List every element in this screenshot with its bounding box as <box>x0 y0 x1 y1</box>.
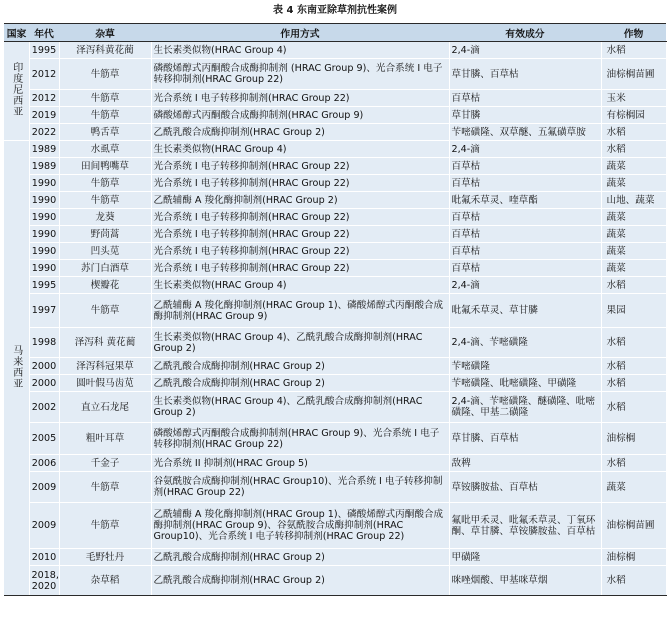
year-cell: 2012 <box>29 59 59 90</box>
weed-cell: 楔瓣花 <box>59 277 151 294</box>
weed-cell: 野茼蒿 <box>59 226 151 243</box>
header-row <box>4 24 666 42</box>
year-cell: 2009 <box>29 472 59 503</box>
crop-cell: 水稻 <box>601 455 666 472</box>
crop-cell: 水稻 <box>601 375 666 392</box>
mode-of-action-cell: 磷酸烯醇式丙酮酸合成酶抑制剂(HRAC Group 9) <box>151 107 449 124</box>
active-ingredient-cell: 苄嘧磺隆、吡嘧磺隆、甲磺隆 <box>449 375 601 392</box>
mode-of-action-cell: 乙酰辅酶 A 羧化酶抑制剂(HRAC Group 2) <box>151 192 449 209</box>
mode-of-action-cell: 生长素类似物(HRAC Group 4) <box>151 141 449 158</box>
active-ingredient-cell: 百草枯 <box>449 158 601 175</box>
crop-cell: 蔬菜 <box>601 226 666 243</box>
year-cell: 2018, 2020 <box>29 566 59 596</box>
mode-of-action-cell: 光合系统 I 电子转移抑制剂(HRAC Group 22) <box>151 90 449 107</box>
crop-cell: 有棕榈园 <box>601 107 666 124</box>
table-row <box>4 455 666 472</box>
table-row <box>4 192 666 209</box>
active-ingredient-cell: 2,4-滴 <box>449 277 601 294</box>
active-ingredient-cell: 2,4-滴 <box>449 42 601 59</box>
table-body <box>4 42 666 596</box>
header-weed: 杂草 <box>59 24 151 42</box>
crop-cell: 水稻 <box>601 141 666 158</box>
year-cell: 1990 <box>29 209 59 226</box>
mode-of-action-cell: 磷酸烯醇式丙酮酸合成酶抑制剂 (HRAC Group 9)、光合系统 I 电子转移抑制剂(HRAC Group 22) <box>151 59 449 90</box>
weed-cell: 牛筋草 <box>59 294 151 328</box>
year-cell: 2005 <box>29 423 59 455</box>
active-ingredient-cell: 苄嘧磺隆、双草醚、五氟磺草胺 <box>449 124 601 141</box>
active-ingredient-cell: 咪唑烟酸、甲基咪草烟 <box>449 566 601 596</box>
table-row <box>4 141 666 158</box>
table-row <box>4 277 666 294</box>
crop-cell: 水稻 <box>601 328 666 358</box>
table-row <box>4 392 666 423</box>
crop-cell: 蔬菜 <box>601 260 666 277</box>
crop-cell: 水稻 <box>601 277 666 294</box>
weed-cell: 龙葵 <box>59 209 151 226</box>
year-cell: 1990 <box>29 175 59 192</box>
weed-cell: 圆叶假马齿苋 <box>59 375 151 392</box>
year-cell: 2002 <box>29 392 59 423</box>
active-ingredient-cell: 2,4-滴、苄嘧磺隆 <box>449 328 601 358</box>
mode-of-action-cell: 生长素类似物(HRAC Group 4) <box>151 277 449 294</box>
crop-cell: 蔬菜 <box>601 175 666 192</box>
weed-cell: 凹头苋 <box>59 243 151 260</box>
mode-of-action-cell: 光合系统 I 电子转移抑制剂(HRAC Group 22) <box>151 158 449 175</box>
mode-of-action-cell: 光合系统 I 电子转移抑制剂(HRAC Group 22) <box>151 260 449 277</box>
table-row <box>4 423 666 455</box>
mode-of-action-cell: 生长素类似物(HRAC Group 4)、乙酰乳酸合成酶抑制剂(HRAC Group 2) <box>151 328 449 358</box>
active-ingredient-cell: 氟吡甲禾灵、吡氟禾草灵、丁氧环酮、草甘膦、草铵膦胺盐、百草枯 <box>449 503 601 549</box>
active-ingredient-cell: 甲磺隆 <box>449 549 601 566</box>
crop-cell: 油棕榈苗圃 <box>601 503 666 549</box>
resistance-table <box>4 23 667 596</box>
year-cell: 1990 <box>29 226 59 243</box>
crop-cell: 蔬菜 <box>601 158 666 175</box>
active-ingredient-cell: 2,4-滴 <box>449 141 601 158</box>
weed-cell: 泽泻科 黄花蔺 <box>59 328 151 358</box>
year-cell: 1989 <box>29 141 59 158</box>
crop-cell: 蔬菜 <box>601 243 666 260</box>
header-mode: 作用方式 <box>151 24 449 42</box>
active-ingredient-cell: 百草枯 <box>449 175 601 192</box>
table-row <box>4 209 666 226</box>
year-cell: 1990 <box>29 260 59 277</box>
mode-of-action-cell: 乙酰辅酶 A 羧化酶抑制剂(HRAC Group 1)、磷酸烯醇式丙酮酸合成酶抑制剂(HRAC Group 9)、谷氨酰胺合成酶抑制剂(HRAC Group10)、光合系统 I 电子转移抑制剂(HRAC Group 22) <box>151 503 449 549</box>
weed-cell: 鸭舌草 <box>59 124 151 141</box>
crop-cell: 油棕榈苗圃 <box>601 59 666 90</box>
year-cell: 1995 <box>29 277 59 294</box>
country-name: 马来西亚 <box>10 344 22 389</box>
table-row <box>4 375 666 392</box>
mode-of-action-cell: 乙酰乳酸合成酶抑制剂(HRAC Group 2) <box>151 375 449 392</box>
table-row <box>4 243 666 260</box>
year-cell: 2019 <box>29 107 59 124</box>
active-ingredient-cell: 百草枯 <box>449 209 601 226</box>
weed-cell: 牛筋草 <box>59 59 151 90</box>
mode-of-action-cell: 谷氨酰胺合成酶抑制剂(HRAC Group10)、光合系统 I 电子转移抑制剂(HRAC Group 22) <box>151 472 449 503</box>
header-year: 年代 <box>29 24 59 42</box>
year-cell: 2012 <box>29 90 59 107</box>
table-row <box>4 59 666 90</box>
weed-cell: 杂草稻 <box>59 566 151 596</box>
mode-of-action-cell: 乙酰辅酶 A 羧化酶抑制剂(HRAC Group 1)、磷酸烯醇式丙酮酸合成酶抑制剂(HRAC Group 9) <box>151 294 449 328</box>
weed-cell: 粗叶耳草 <box>59 423 151 455</box>
year-cell: 2000 <box>29 358 59 375</box>
weed-cell: 毛野牡丹 <box>59 549 151 566</box>
weed-cell: 泽泻科黄花蔺 <box>59 42 151 59</box>
country-cell <box>4 141 29 596</box>
active-ingredient-cell: 苄嘧磺隆 <box>449 358 601 375</box>
mode-of-action-cell: 乙酰乳酸合成酶抑制剂(HRAC Group 2) <box>151 124 449 141</box>
crop-cell: 玉米 <box>601 90 666 107</box>
weed-cell: 水虱草 <box>59 141 151 158</box>
mode-of-action-cell: 乙酰乳酸合成酶抑制剂(HRAC Group 2) <box>151 566 449 596</box>
table-row <box>4 175 666 192</box>
crop-cell: 水稻 <box>601 566 666 596</box>
mode-of-action-cell: 光合系统 I 电子转移抑制剂(HRAC Group 22) <box>151 175 449 192</box>
active-ingredient-cell: 草甘膦、百草枯 <box>449 423 601 455</box>
mode-of-action-cell: 光合系统 II 抑制剂(HRAC Group 5) <box>151 455 449 472</box>
table-row <box>4 472 666 503</box>
table-row <box>4 549 666 566</box>
weed-cell: 牛筋草 <box>59 472 151 503</box>
table-row <box>4 260 666 277</box>
table-row <box>4 90 666 107</box>
country-name: 印度尼西亚 <box>10 62 22 117</box>
table-row <box>4 358 666 375</box>
year-cell: 2010 <box>29 549 59 566</box>
mode-of-action-cell: 光合系统 I 电子转移抑制剂(HRAC Group 22) <box>151 243 449 260</box>
mode-of-action-cell: 乙酰乳酸合成酶抑制剂(HRAC Group 2) <box>151 549 449 566</box>
crop-cell: 蔬菜 <box>601 209 666 226</box>
weed-cell: 牛筋草 <box>59 175 151 192</box>
active-ingredient-cell: 吡氟禾草灵、草甘膦 <box>449 294 601 328</box>
table-row <box>4 503 666 549</box>
table-caption: 表 4 东南亚除草剂抗性案例 <box>273 5 397 16</box>
table-row <box>4 328 666 358</box>
table-row <box>4 566 666 596</box>
crop-cell: 水稻 <box>601 124 666 141</box>
active-ingredient-cell: 草铵膦胺盐、百草枯 <box>449 472 601 503</box>
year-cell: 2000 <box>29 375 59 392</box>
table-row <box>4 42 666 59</box>
year-cell: 1995 <box>29 42 59 59</box>
header-country: 国家 <box>4 24 29 42</box>
table-row <box>4 158 666 175</box>
year-cell: 1990 <box>29 243 59 260</box>
active-ingredient-cell: 百草枯 <box>449 226 601 243</box>
year-cell: 1998 <box>29 328 59 358</box>
year-cell: 1997 <box>29 294 59 328</box>
active-ingredient-cell: 百草枯 <box>449 243 601 260</box>
active-ingredient-cell: 草甘膦、百草枯 <box>449 59 601 90</box>
active-ingredient-cell: 吡氟禾草灵、喹草酯 <box>449 192 601 209</box>
crop-cell: 水稻 <box>601 392 666 423</box>
year-cell: 1989 <box>29 158 59 175</box>
table-row <box>4 294 666 328</box>
weed-cell: 牛筋草 <box>59 503 151 549</box>
crop-cell: 果园 <box>601 294 666 328</box>
year-cell: 2006 <box>29 455 59 472</box>
mode-of-action-cell: 光合系统 I 电子转移抑制剂(HRAC Group 22) <box>151 209 449 226</box>
header-ingredient: 有效成分 <box>449 24 601 42</box>
weed-cell: 直立石龙尾 <box>59 392 151 423</box>
mode-of-action-cell: 生长素类似物(HRAC Group 4) <box>151 42 449 59</box>
mode-of-action-cell: 磷酸烯醇式丙酮酸合成酶抑制剂(HRAC Group 9)、光合系统 I 电子转移抑制剂(HRAC Group 22) <box>151 423 449 455</box>
crop-cell: 油棕榈 <box>601 423 666 455</box>
table-row <box>4 107 666 124</box>
crop-cell: 山地、蔬菜 <box>601 192 666 209</box>
weed-cell: 牛筋草 <box>59 192 151 209</box>
crop-cell: 油棕榈 <box>601 549 666 566</box>
year-cell: 2009 <box>29 503 59 549</box>
weed-cell: 泽泻科冠果草 <box>59 358 151 375</box>
header-crop: 作物 <box>601 24 666 42</box>
year-cell: 2022 <box>29 124 59 141</box>
country-cell <box>4 42 29 141</box>
weed-cell: 苏门白酒草 <box>59 260 151 277</box>
weed-cell: 田间鸭嘴草 <box>59 158 151 175</box>
crop-cell: 蔬菜 <box>601 472 666 503</box>
table-row <box>4 124 666 141</box>
mode-of-action-cell: 生长素类似物(HRAC Group 4)、乙酰乳酸合成酶抑制剂(HRAC Group 2) <box>151 392 449 423</box>
mode-of-action-cell: 光合系统 I 电子转移抑制剂(HRAC Group 22) <box>151 226 449 243</box>
active-ingredient-cell: 敌稗 <box>449 455 601 472</box>
active-ingredient-cell: 草甘膦 <box>449 107 601 124</box>
year-cell: 1990 <box>29 192 59 209</box>
active-ingredient-cell: 百草枯 <box>449 90 601 107</box>
weed-cell: 牛筋草 <box>59 107 151 124</box>
table-row <box>4 226 666 243</box>
active-ingredient-cell: 百草枯 <box>449 260 601 277</box>
crop-cell: 水稻 <box>601 358 666 375</box>
active-ingredient-cell: 2,4-滴、苄嘧磺隆、醚磺隆、吡嘧磺隆、甲基二磺隆 <box>449 392 601 423</box>
weed-cell: 牛筋草 <box>59 90 151 107</box>
weed-cell: 千金子 <box>59 455 151 472</box>
mode-of-action-cell: 乙酰乳酸合成酶抑制剂(HRAC Group 2) <box>151 358 449 375</box>
crop-cell: 水稻 <box>601 42 666 59</box>
